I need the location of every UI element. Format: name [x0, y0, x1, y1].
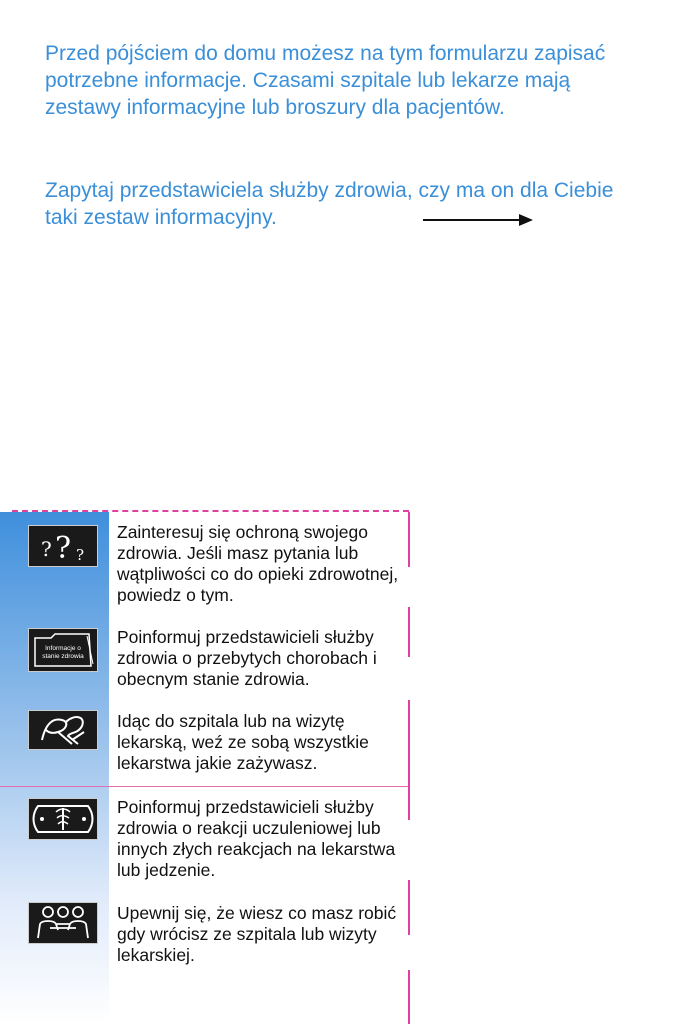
arrow-right-icon	[423, 213, 535, 227]
guide-line-right	[408, 970, 410, 1024]
prescription-icon	[28, 710, 98, 750]
svg-text:?: ?	[76, 546, 85, 564]
people-icon	[28, 902, 98, 944]
svg-text:?: ?	[41, 537, 52, 561]
sidebar-gradient-strip	[0, 512, 109, 1024]
guide-line-right	[408, 512, 410, 567]
question-marks-icon	[28, 525, 98, 567]
medical-alert-icon	[28, 798, 98, 840]
tip-text: Poinformuj przedstawicieli służby zdrowia o przebytych chorobach i obecnym stanie zdrowia.	[117, 627, 377, 689]
svg-text:?: ?	[55, 531, 72, 564]
folder-icon	[28, 628, 98, 672]
guide-line-middle	[0, 786, 409, 787]
guide-line-right	[408, 607, 410, 657]
tip-text: Poinformuj przedstawicieli służby zdrowia o reakcji uczuleniowej lub innych złych reakcjach na lekarstwa lub jedzenie.	[117, 797, 396, 880]
intro-paragraph-1: Przed pójściem do domu możesz na tym formularzu zapisać potrzebne informacje. Czasami szpitale lub lekarze mają zestawy informacyjne lub broszury dla pacjentów.	[45, 42, 606, 119]
guide-line-top	[12, 510, 409, 512]
guide-line-right	[408, 700, 410, 820]
intro-paragraph-2: Zapytaj przedstawiciela służby zdrowia, czy ma on dla Ciebie taki zestaw informacyjny.	[45, 179, 614, 229]
tip-text: Zainteresuj się ochroną swojego zdrowia. Jeśli masz pytania lub wątpliwości co do opieki zdrowotnej, powiedz o tym.	[117, 522, 399, 605]
tip-text: Upewnij się, że wiesz co masz robić gdy wrócisz ze szpitala lub wizyty lekarskiej.	[117, 903, 397, 965]
folder-icon-caption: Informacje o stanie zdrowia	[42, 645, 84, 660]
tip-text: Idąc do szpitala lub na wizytę lekarską, weź ze sobą wszystkie lekarstwa jakie zażywasz.	[117, 711, 369, 773]
guide-line-right	[408, 880, 410, 935]
